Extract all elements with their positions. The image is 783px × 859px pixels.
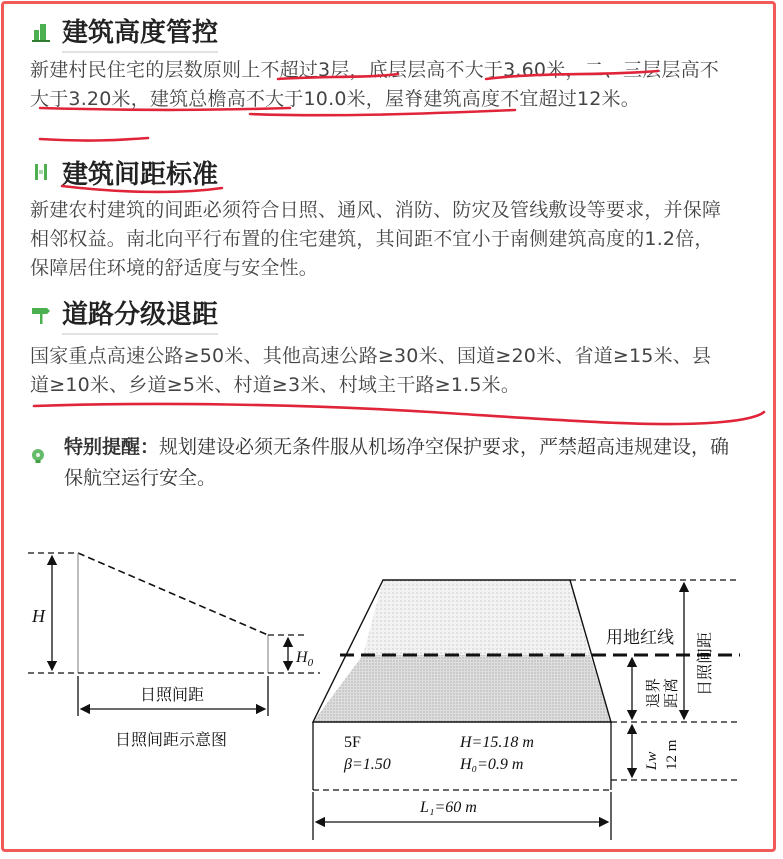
height-value: H=15.18 m <box>460 734 534 751</box>
sunlight-spacing-vertical-label: 日照间距 <box>697 631 714 696</box>
setback-label-line1: 退界 <box>646 677 662 708</box>
l1-value: L₁=60 m <box>420 799 477 816</box>
reminder-label: 特别提醒： <box>64 436 160 458</box>
section-body: 新建村民住宅的层数原则上不超过3层，底层层高不大于3.60米，二、三层层高不大于3.20米，建筑总檐高不大于10.0米，屋脊建筑高度不宜超过12米。 <box>30 59 719 110</box>
beta-value: β=1.50 <box>344 756 391 773</box>
right-diagram <box>313 580 740 840</box>
section-title: 建筑间距标准 <box>62 159 219 190</box>
h-label: H <box>32 606 45 626</box>
sunlight-spacing-label: 日照间距 <box>140 687 205 704</box>
lw-label: Lw <box>644 751 660 770</box>
h0-value: H₀=0.9 m <box>460 756 524 773</box>
diagram-caption: 日照间距示意图 <box>115 732 228 749</box>
h0-label: $H_0$ <box>296 649 314 669</box>
redline-label: 用地红线 <box>606 628 674 647</box>
section-title: 建筑高度管控 <box>62 12 218 53</box>
section-body: 新建农村建筑的间距必须符合日照、通风、消防、防灾及管线敷设等要求，并保障相邻权益。南北向平行布置的住宅建筑，其间距不宜小于南侧建筑高度的1.2倍，保障居住环境的舒适度与安全性。 <box>30 199 722 279</box>
reminder-text: 规划建设必须无条件服从机场净空保护要求，严禁超高违规建设，确保航空运行安全。 <box>64 436 730 489</box>
floor-count: 5F <box>344 734 361 751</box>
section-body: 国家重点高速公路≥50米、其他高速公路≥30米、国道≥20米、省道≥15米、县道≥10米、乡道≥5米、村道≥3米、村域主干路≥1.5米。 <box>30 345 712 396</box>
setback-label-line2: 距离 <box>664 677 680 708</box>
section-title: 道路分级退距 <box>62 294 218 335</box>
lw-value: 12 m <box>664 739 680 770</box>
